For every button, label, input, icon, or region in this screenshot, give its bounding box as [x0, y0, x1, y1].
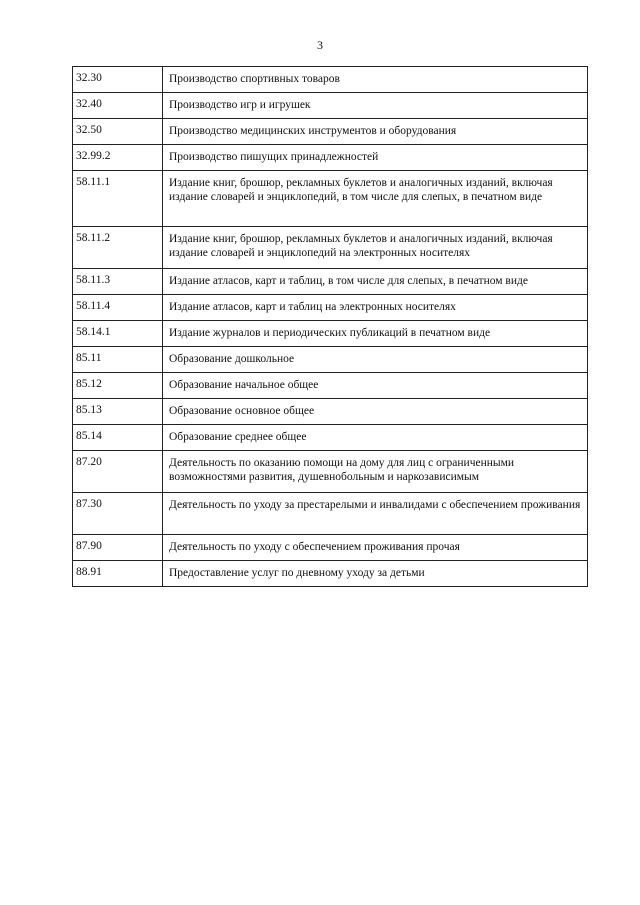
activity-description: Издание книг, брошюр, рекламных буклетов и аналогичных изданий, включая издание словарей и энциклопедий, в том числе для слепых, в печатном виде [163, 171, 588, 227]
activity-code: 85.12 [73, 373, 163, 399]
activity-code: 32.99.2 [73, 145, 163, 171]
activity-description: Производство игр и игрушек [163, 93, 588, 119]
activity-codes-body [73, 67, 588, 587]
activity-description: Издание книг, брошюр, рекламных буклетов и аналогичных изданий, включая издание словарей и энциклопедий на электронных носителях [163, 227, 588, 269]
activity-code: 88.91 [73, 561, 163, 587]
activity-code: 58.11.2 [73, 227, 163, 269]
activity-description: Издание атласов, карт и таблиц на электронных носителях [163, 295, 588, 321]
activity-description: Деятельность по уходу с обеспечением проживания прочая [163, 535, 588, 561]
table-row [73, 321, 588, 347]
activity-code: 58.11.3 [73, 269, 163, 295]
activity-description: Предоставление услуг по дневному уходу за детьми [163, 561, 588, 587]
table-row [73, 373, 588, 399]
activity-code: 58.11.1 [73, 171, 163, 227]
activity-description: Производство спортивных товаров [163, 67, 588, 93]
activity-description: Образование дошкольное [163, 347, 588, 373]
activity-description: Образование основное общее [163, 399, 588, 425]
table-row [73, 227, 588, 269]
table-row [73, 93, 588, 119]
activity-code: 87.30 [73, 493, 163, 535]
activity-code: 85.11 [73, 347, 163, 373]
table-row [73, 295, 588, 321]
table-row [73, 119, 588, 145]
page-number: 3 [317, 38, 323, 52]
table-row [73, 535, 588, 561]
activity-description: Образование начальное общее [163, 373, 588, 399]
activity-code: 85.14 [73, 425, 163, 451]
table-row [73, 67, 588, 93]
table-row [73, 399, 588, 425]
activity-code: 58.11.4 [73, 295, 163, 321]
activity-code: 87.20 [73, 451, 163, 493]
activity-description: Производство медицинских инструментов и оборудования [163, 119, 588, 145]
table-row [73, 451, 588, 493]
activity-code: 87.90 [73, 535, 163, 561]
table-row [73, 269, 588, 295]
activity-description: Деятельность по оказанию помощи на дому для лиц с ограниченными возможностями развития, душевнобольным и наркозависимым [163, 451, 588, 493]
activity-code: 32.30 [73, 67, 163, 93]
activity-description: Производство пишущих принадлежностей [163, 145, 588, 171]
activity-description: Образование среднее общее [163, 425, 588, 451]
activity-code: 32.40 [73, 93, 163, 119]
activity-code: 85.13 [73, 399, 163, 425]
table-row [73, 171, 588, 227]
table-row [73, 561, 588, 587]
table-row [73, 425, 588, 451]
activity-description: Издание атласов, карт и таблиц, в том числе для слепых, в печатном виде [163, 269, 588, 295]
activity-code: 32.50 [73, 119, 163, 145]
activity-description: Издание журналов и периодических публикаций в печатном виде [163, 321, 588, 347]
table-row [73, 145, 588, 171]
table-row [73, 347, 588, 373]
activity-description: Деятельность по уходу за престарелыми и инвалидами с обеспечением проживания [163, 493, 588, 535]
table-row [73, 493, 588, 535]
activity-code: 58.14.1 [73, 321, 163, 347]
activity-codes-table [72, 66, 588, 587]
